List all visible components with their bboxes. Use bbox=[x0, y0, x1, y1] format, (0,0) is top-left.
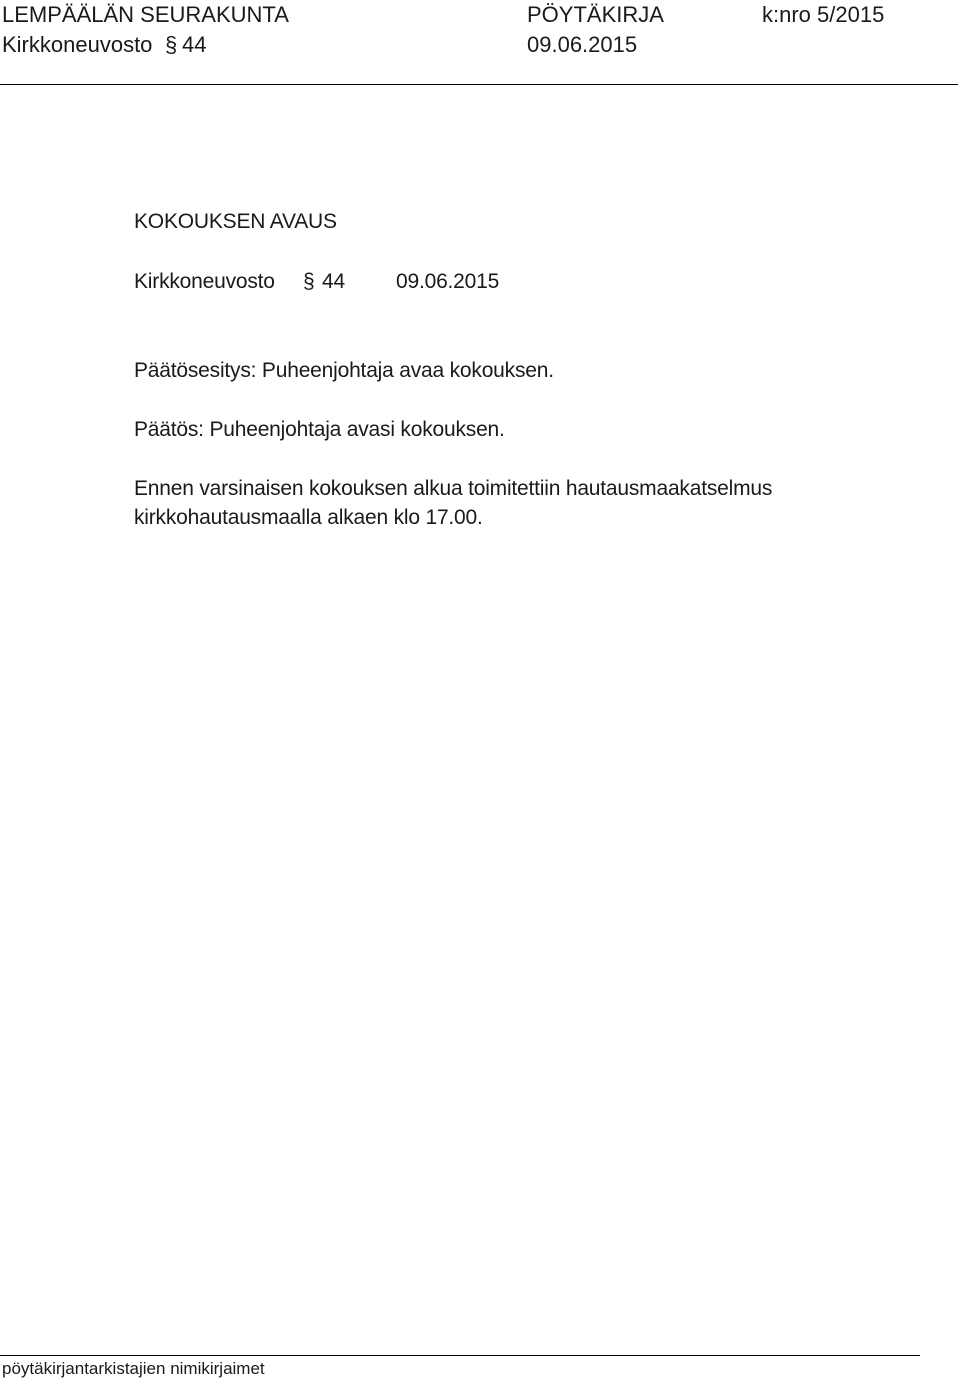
section-body: Kirkkoneuvosto bbox=[134, 270, 275, 293]
header-organization: LEMPÄÄLÄN SEURAKUNTA bbox=[2, 2, 289, 27]
decision-proposal: Päätösesitys: Puheenjohtaja avaa kokouksen. bbox=[134, 359, 554, 382]
footer-initials-label: pöytäkirjantarkistajien nimikirjaimet bbox=[2, 1359, 265, 1378]
header-section-number: 44 bbox=[182, 32, 207, 57]
section-number: 44 bbox=[322, 270, 345, 293]
section-heading: KOKOUKSEN AVAUS bbox=[134, 210, 337, 233]
section-date: 09.06.2015 bbox=[396, 270, 500, 293]
header-body: Kirkkoneuvosto bbox=[2, 32, 153, 57]
header-reference: k:nro 5/2015 bbox=[762, 2, 885, 27]
footer-divider bbox=[0, 1355, 920, 1356]
note-line-1: Ennen varsinaisen kokouksen alkua toimitettiin hautausmaakatselmus bbox=[134, 477, 773, 500]
note-line-2: kirkkohautausmaalla alkaen klo 17.00. bbox=[134, 506, 483, 529]
decision-text: Päätös: Puheenjohtaja avasi kokouksen. bbox=[134, 418, 505, 441]
header-date: 09.06.2015 bbox=[527, 32, 638, 57]
section-symbol: § bbox=[303, 270, 315, 293]
header-divider bbox=[0, 84, 958, 85]
header-section-symbol: § bbox=[165, 32, 178, 57]
header-document-type: PÖYTÄKIRJA bbox=[527, 2, 664, 27]
